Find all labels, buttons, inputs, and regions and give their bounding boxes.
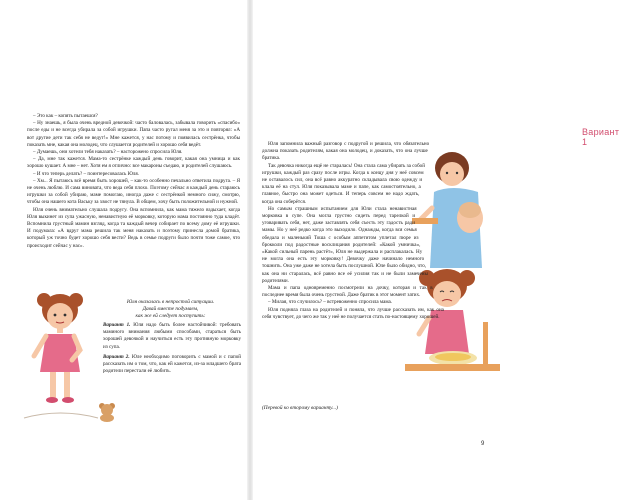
paragraph: – Думаешь, они хотели тебя наказать? – насторожено спросила Юля.: [33, 149, 183, 156]
variant-heading: Вариант 1: [582, 127, 619, 147]
variant-2-label: Вариант 2.: [103, 353, 130, 360]
variant-1-label: Вариант 1.: [103, 322, 131, 328]
paragraph: Но самым страшным испытанием для Юли стала ненавистная морковка в супе. Она могла грустно сидеть перед тарелкой и уговаривать себя, нет, даже заставлять себя съесть эту гадость ради мамы. Но у неё редко когда это выходило. Однажды, когда вся семья обедала и маленький Тоша с особым аппетитом уплетал пюре из брокколи под радостные восклицания родителей: «Какой умничка», «Какой сильный парень растёт», Юля не выдержала и расплакалась. Ну не могла она есть эту морковку! Девочку даже начинало немного тошнить. Она уже даже не хотела быть послушной. Юле было обидно, что, как она ни старалась, всё равно все её усилия так и не были замечены родителями.: [262, 205, 428, 284]
prompt-line: как же ей следует поступить:: [135, 313, 206, 320]
page-number: 9: [481, 441, 485, 447]
girl-illustration: [20, 290, 100, 430]
paragraph: Юля подняла глаза на родителей и поняла, что лучше рассказать им, как она себя чувствует, до чего же так у неё не получается стать по-настоящему хорошей.: [262, 306, 444, 320]
paragraph: – Хм... Я пытаюсь всё время быть хорошей, – как-то особенно печально ответила подруга. – Я не очень люблю. И сама виновата, что веда себя плохо. Поэтому сейчас я каждый день стараюсь игрушки за собой убираю, маме помогаю, иногда даже с сестрёнкой немного сижу, смотрю, чтобы она нашего кота Ваську за хвост не тянула. В общем, хочу быть положительной и нужной.: [27, 177, 240, 206]
paragraph: – И что теперь делать? – поинтересовалась Юля.: [33, 170, 139, 177]
prompt-line: Давай вместе подумаем,: [142, 306, 199, 313]
answer-variants: [103, 322, 241, 378]
left-page: [0, 0, 248, 500]
paragraph: – Это как – копять пытаешся?: [33, 113, 98, 119]
variant-1-text: Юля надо быть более настойчивой: требовать маминого внимания любыми способами, стараться быть хорошей девочкой и научиться есть эту противную морковку из супа.: [103, 322, 241, 350]
variant-2-text: Юле необходимо поговорить с мамой и с папой рассказать им о том, что, как ей кажется, из-за младшего брата родители перестали её любить.: [103, 353, 241, 375]
variant-1-option: [103, 322, 241, 351]
teddy-bear-icon: [96, 402, 118, 422]
paragraph: – Ну знаешь, я была очень вредной девочкой: часто баловалась, забывала говорить «спасибо» после еды и не всегда убирала за собой игрушки. Папа часто ругал меня за это и повторял: «А вот другие дети так себя не ведут!» Мне кажется, у нас потому и появилась сестрёнка, чтобы показать мне, какая она молодец, что слушается родителей и хорошо себя ведёт.: [27, 120, 240, 148]
left-page-text: [27, 113, 240, 250]
variant-2-option: [103, 354, 241, 376]
paragraph: Мама и папа одновременно посмотрели на дочку, которая и так в последнее время была очень грустной. Даже братик в этот момент затих.: [262, 285, 433, 299]
prompt-line: Юля оказалась в непростой ситуации.: [126, 299, 215, 305]
continue-note: (Перевой ко второму варианту...): [262, 405, 338, 411]
paragraph: – Да, мне так кажется. Мама-то сестрёнке каждый день говорит, какая она умница и как хорошо кушает. А мне – нет. Хотя ем я отлично: все макароны съедаю, и родителей слушаюсь.: [27, 156, 240, 170]
paragraph: Юля очень внимательно слушала подругу. Она вспомнила, как мама тяжело вздыхает, когда Юля выкинет из супа ужасную, ненавистную её морковку, которую мама постоянно туда кладёт. Вспомнила грустный мамин взгляд, когда та каждый вечер собирает по всему дому её игрушки. И подумала: «А вдруг мама решила так меня наказать и поэтому принесла домой братика, который уж точно будет хорошо себя вести? Ведь в семье подруги было почти тоже самое, что происходит сейчас у нас».: [27, 206, 240, 249]
paragraph: Так девочка никогда ещё не старалась! Она стала сама убирать за собой игрушки, каждый раз сразу после игры. Когда к концу дня у неё совсем не оставалось сил, она всё равно аккуратно складывала свою одежду и клала её на стул. Юля показывала маме и папе, как самостоятельно, а главное, быстро она может одеться. И теперь совсем не надо ждать, когда она соберётся.: [262, 162, 425, 205]
paragraph: – Милая, что случилось? – встревоженно спросила мама.: [268, 299, 393, 306]
paragraph: Юля запомнила важный разговор с подругой и решила, что обязательно должна показать родителям, какая она молодец, и доказать, что она лучше братика.: [262, 141, 430, 162]
right-page-text: [262, 141, 493, 341]
question-prompt: [103, 299, 238, 321]
